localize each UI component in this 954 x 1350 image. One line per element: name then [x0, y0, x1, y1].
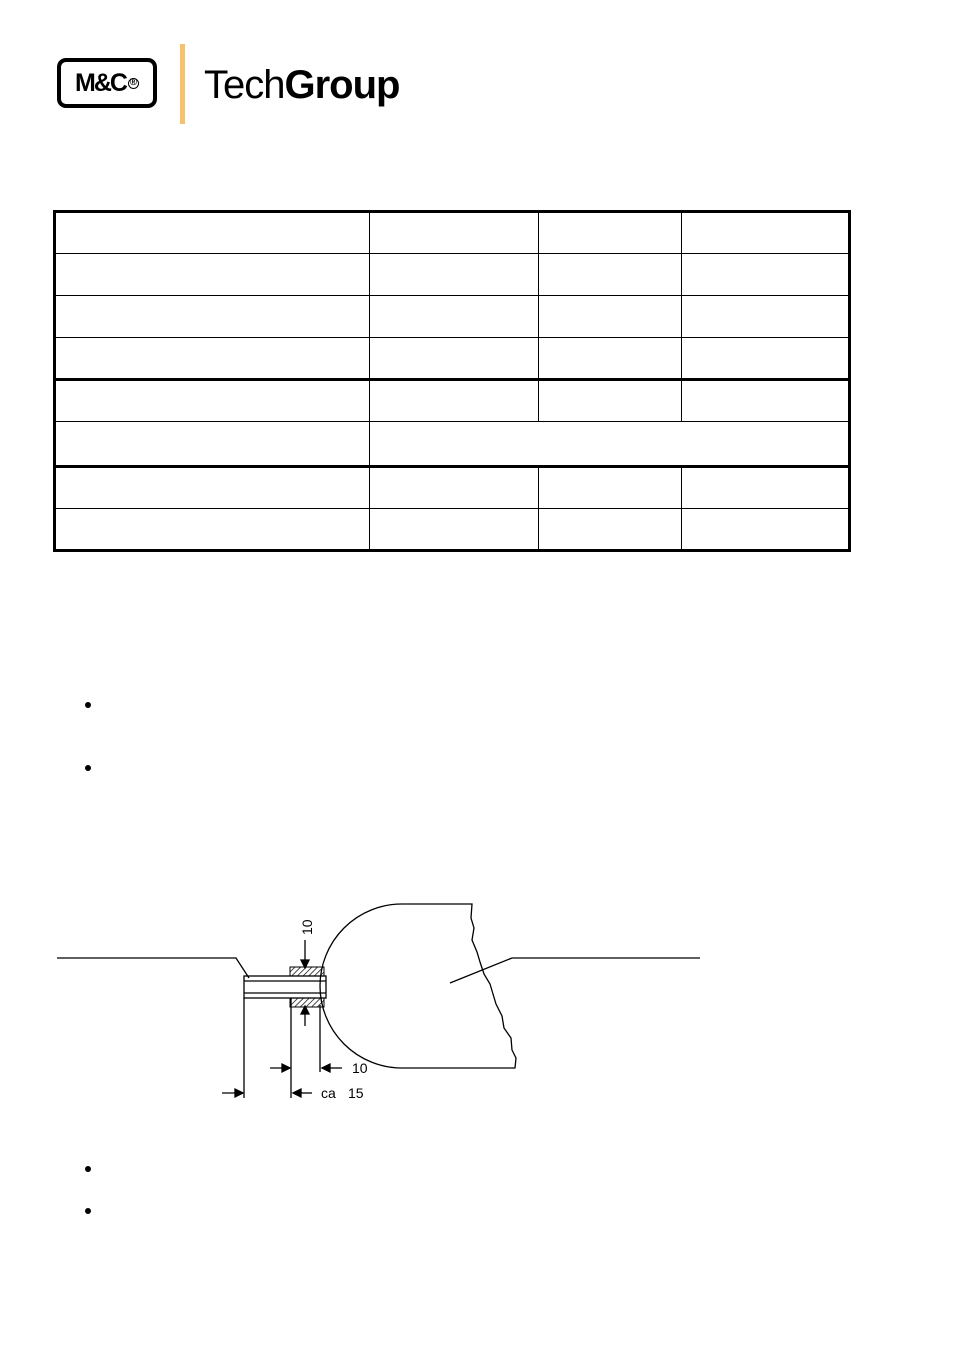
table-cell	[369, 380, 538, 422]
table-cell	[369, 212, 538, 254]
table-cell	[55, 467, 370, 509]
table-cell	[681, 338, 849, 380]
table-cell	[681, 380, 849, 422]
table-cell	[369, 338, 538, 380]
brand-name-bold: Group	[284, 63, 400, 107]
logo-divider	[180, 44, 185, 124]
table-cell	[539, 254, 681, 296]
bullet-icon	[85, 1208, 91, 1214]
table-cell	[55, 254, 370, 296]
table-cell	[681, 467, 849, 509]
table-cell	[539, 212, 681, 254]
table-row	[55, 212, 850, 254]
table-row	[55, 380, 850, 422]
table-cell	[369, 509, 538, 551]
table-cell	[55, 422, 370, 467]
mc-logo	[57, 58, 157, 108]
logo-mark: M&C	[75, 68, 126, 97]
dim-label-ca-value: 15	[348, 1085, 364, 1101]
table-cell	[55, 509, 370, 551]
table-cell	[369, 296, 538, 338]
table-cell	[55, 380, 370, 422]
vessel-outline	[320, 904, 516, 1068]
table-cell-merged	[369, 422, 849, 467]
table-cell	[539, 380, 681, 422]
table-row	[55, 467, 850, 509]
weld-sleeve-top	[290, 967, 324, 976]
table-cell	[369, 254, 538, 296]
mounting-drawing	[0, 880, 954, 1120]
brand-name-light: Tech	[204, 63, 285, 107]
table-row	[55, 338, 850, 380]
table-cell	[55, 212, 370, 254]
table-row	[55, 422, 850, 467]
spec-table	[53, 210, 851, 552]
dim-label-right: 10	[352, 1060, 368, 1076]
bullet-icon	[85, 765, 91, 771]
table-row	[55, 509, 850, 551]
bullet-icon	[85, 702, 91, 708]
weld-sleeve-bottom	[290, 998, 324, 1007]
table-cell	[369, 467, 538, 509]
table-cell	[539, 467, 681, 509]
table-cell	[539, 509, 681, 551]
table-row	[55, 254, 850, 296]
leader-line-left	[57, 958, 249, 978]
table-cell	[681, 509, 849, 551]
dim-label-top: 10	[299, 919, 315, 935]
registered-icon: ®	[129, 77, 138, 88]
dim-label-ca: ca	[321, 1085, 336, 1101]
table-cell	[55, 338, 370, 380]
table-cell	[539, 296, 681, 338]
bullet-icon	[85, 1166, 91, 1172]
pipe	[244, 976, 326, 998]
table-cell	[681, 296, 849, 338]
table-cell	[55, 296, 370, 338]
table-cell	[539, 338, 681, 380]
table-row	[55, 296, 850, 338]
table-cell	[681, 254, 849, 296]
table-cell	[681, 212, 849, 254]
brand-name	[204, 60, 399, 110]
